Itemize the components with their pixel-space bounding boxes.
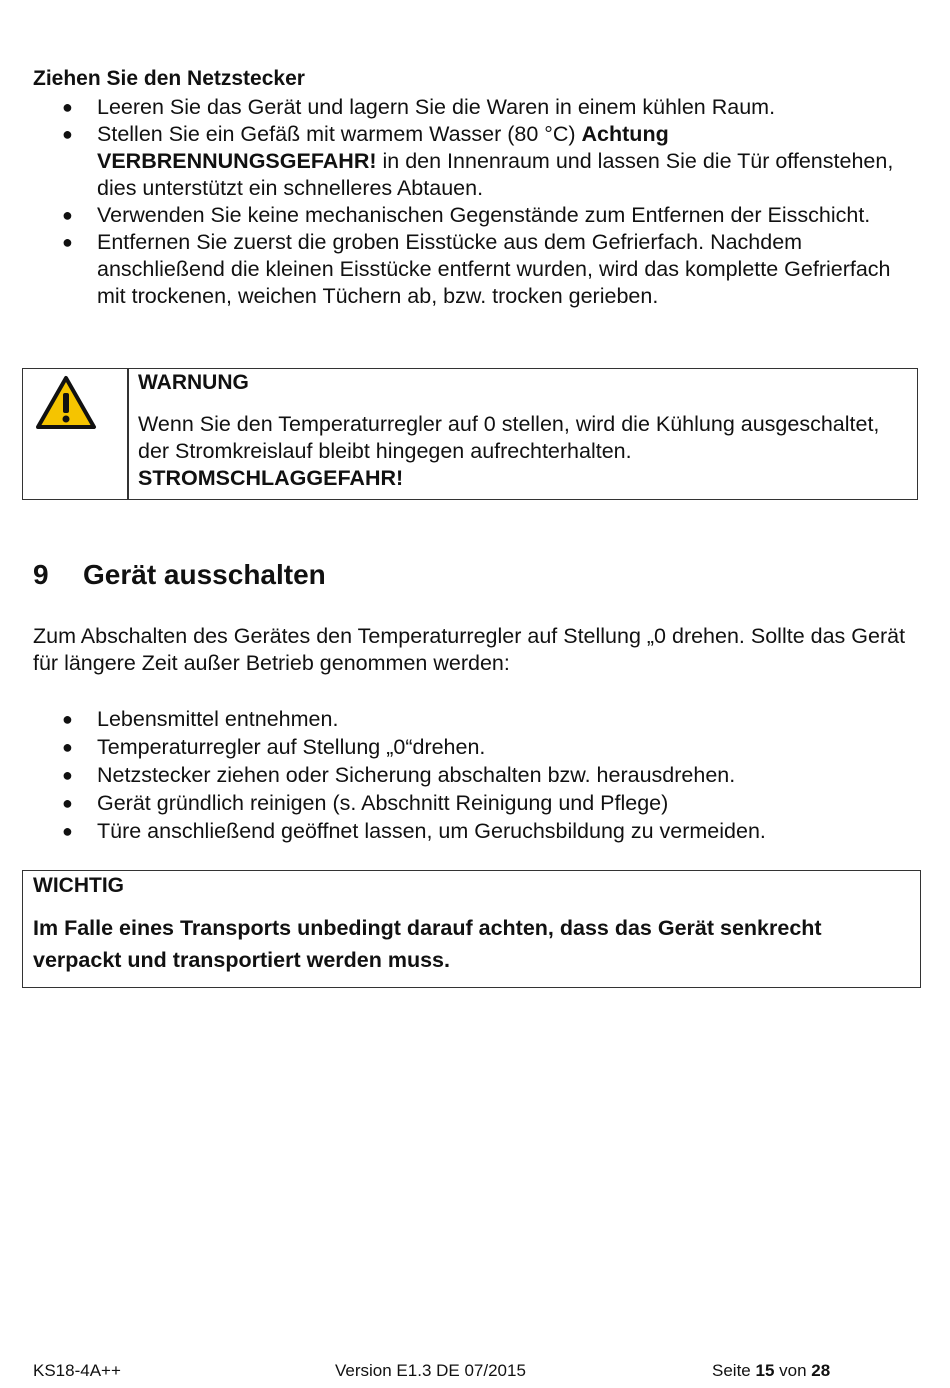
bullet-icon: ● bbox=[62, 821, 73, 841]
list-item: ● Temperaturregler auf Stellung „0“drehen. bbox=[62, 735, 486, 759]
list-item: ● Netzstecker ziehen oder Sicherung abschalten bzw. herausdrehen. bbox=[62, 763, 736, 787]
list-item: ● Türe anschließend geöffnet lassen, um Geruchsbildung zu vermeiden. bbox=[62, 819, 766, 843]
important-box bbox=[22, 870, 921, 988]
footer-page-number: Seite 15 von 28 bbox=[712, 1361, 831, 1380]
chapter-title: Gerät ausschalten bbox=[83, 559, 326, 590]
chapter-heading bbox=[33, 558, 326, 592]
bullet-icon: ● bbox=[62, 205, 73, 225]
bullet-icon: ● bbox=[62, 124, 73, 144]
defrost-steps-list bbox=[33, 94, 913, 310]
important-title: WICHTIG bbox=[33, 874, 124, 897]
bullet-icon: ● bbox=[62, 232, 73, 252]
footer-version: Version E1.3 DE 07/2015 bbox=[335, 1361, 526, 1380]
burn-hazard-warning: Achtung VERBRENNUNGSGEFAHR! bbox=[97, 122, 669, 173]
electric-shock-warning: STROMSCHLAGGEFAHR! bbox=[138, 466, 404, 490]
chapter-number: 9 bbox=[33, 559, 49, 590]
bullet-icon: ● bbox=[62, 709, 73, 729]
section-heading: Ziehen Sie den Netzstecker bbox=[33, 67, 305, 90]
list-item: ● Stellen Sie ein Gefäß mit warmem Wasser (80 °C) Achtung VERBRENNUNGSGEFAHR! in den Innenraum und lassen Sie die Tür offenstehen, dies unterstützt ein schnelleres Abtauen. bbox=[62, 122, 894, 200]
bullet-icon: ● bbox=[62, 793, 73, 813]
list-item: ● Gerät gründlich reinigen (s. Abschnitt Reinigung und Pflege) bbox=[62, 791, 669, 815]
bullet-icon: ● bbox=[62, 737, 73, 757]
list-item: ● Lebensmittel entnehmen. bbox=[62, 707, 339, 731]
warning-triangle-icon bbox=[35, 375, 97, 431]
warning-box bbox=[22, 368, 918, 500]
shutdown-steps-list bbox=[33, 705, 913, 845]
warning-text: Wenn Sie den Temperaturregler auf 0 stellen, wird die Kühlung ausgeschaltet, der Stromkreislauf bleibt hingegen aufrechterhalten. STROMSCHLAGGEFAHR! bbox=[138, 412, 880, 490]
warning-title: WARNUNG bbox=[138, 371, 249, 394]
bullet-icon: ● bbox=[62, 765, 73, 785]
intro-paragraph: Zum Abschalten des Gerätes den Temperaturregler auf Stellung „0 drehen. Sollte das Gerät für längere Zeit außer Betrieb genommen werden: bbox=[33, 624, 906, 675]
important-text: Im Falle eines Transports unbedingt darauf achten, dass das Gerät senkrecht verpackt und transportiert werden muss. bbox=[33, 916, 822, 972]
warning-divider bbox=[127, 369, 129, 499]
list-item: ● Leeren Sie das Gerät und lagern Sie die Waren in einem kühlen Raum. bbox=[62, 95, 776, 119]
bullet-icon: ● bbox=[62, 97, 73, 117]
list-item: ● Verwenden Sie keine mechanischen Gegenstände zum Entfernen der Eisschicht. bbox=[62, 203, 871, 227]
footer-model: KS18-4A++ bbox=[33, 1361, 121, 1380]
list-item: ● Entfernen Sie zuerst die groben Eisstücke aus dem Gefrierfach. Nachdem anschließend die kleinen Eisstücke entfernt wurden, wird das komplette Gefrierfach mit trockenen, weichen Tüchern ab, bzw. trocken gerieben. bbox=[62, 230, 891, 308]
